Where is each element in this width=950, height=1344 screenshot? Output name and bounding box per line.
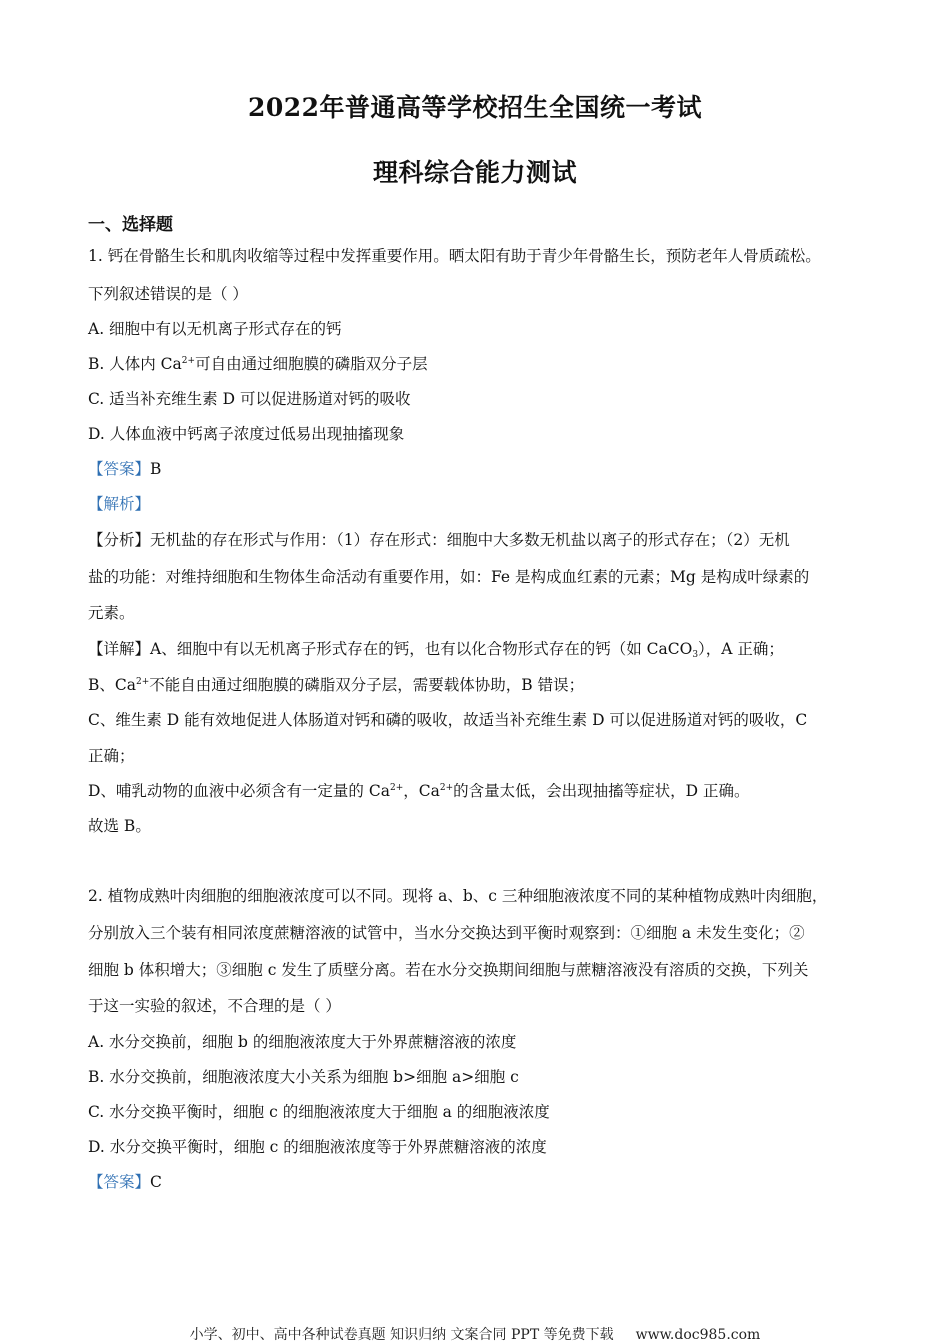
q2-option-b: B. 水分交换前，细胞液浓度大小关系为细胞 b>细胞 a>细胞 c <box>88 1068 519 1086</box>
q1-answer <box>88 459 161 479</box>
xj-a-subscript: 3 <box>692 650 699 660</box>
footer-text: 小学、初中、高中各种试卷真题 知识归纳 文案合同 PPT 等免费下载 <box>189 1327 614 1343</box>
q1-xiangjie-c2: 正确； <box>88 747 135 765</box>
xj-b-text: B、Ca <box>88 676 136 694</box>
exam-title: 2022年普通高等学校招生全国统一考试 <box>247 93 703 122</box>
q2-option-d: D. 水分交换平衡时，细胞 c 的细胞液浓度等于外界蔗糖溶液的浓度 <box>88 1138 547 1156</box>
q2-answer <box>88 1172 162 1192</box>
fenxi-text: 无机盐的存在形式与作用：（1）存在形式：细胞中大多数无机盐以离子的形式存在；（2）无机 <box>150 531 790 549</box>
xiangjie-tag: 【详解】 <box>88 640 151 658</box>
q1-xiangjie-a <box>88 639 784 659</box>
q1-fenxi-line2: 盐的功能：对维持细胞和生物体生命活动有重要作用，如：Fe 是构成血红素的元素；Mg 是构成叶绿素的 <box>88 568 810 586</box>
q1-option-b <box>88 354 428 374</box>
q2-stem-line1: 2. 植物成熟叶肉细胞的细胞液浓度可以不同。现将 a、b、c 三种细胞液浓度不同的某种植物成熟叶肉细胞， <box>88 887 828 905</box>
footer-url[interactable]: www.doc985.com <box>635 1327 761 1343</box>
q2-stem-line4: 于这一实验的叙述，不合理的是（ ） <box>88 997 341 1015</box>
q1-stem-line1: 1. 钙在骨骼生长和肌肉收缩等过程中发挥重要作用。晒太阳有助于青少年骨骼生长，预防老年人骨质疏松。 <box>88 247 821 265</box>
xj-d-superscript-2: 2+ <box>439 783 454 793</box>
xj-d-superscript-1: 2+ <box>389 783 404 793</box>
answer-value: B <box>150 460 162 478</box>
answer-tag: 【答案】 <box>88 1173 151 1191</box>
q1-option-c: C. 适当补充维生素 D 可以促进肠道对钙的吸收 <box>88 390 411 408</box>
xj-a-text: A、细胞中有以无机离子形式存在的钙，也有以化合物形式存在的钙（如 CaCO <box>150 640 693 658</box>
xj-d-text-end: 的含量太低，会出现抽搐等症状，D 正确。 <box>453 782 750 800</box>
page-footer <box>0 1324 950 1344</box>
xj-b-superscript: 2+ <box>136 677 150 687</box>
q2-option-a: A. 水分交换前，细胞 b 的细胞液浓度大于外界蔗糖溶液的浓度 <box>88 1033 517 1051</box>
q1-option-b-text: B. 人体内 Ca <box>88 355 182 373</box>
q1-xiangjie-b <box>88 675 584 695</box>
q1-xiangjie-d <box>88 781 750 801</box>
xj-b-text-end: 不能自由通过细胞膜的磷脂双分子层，需要载体协助，B 错误； <box>149 676 585 694</box>
q1-option-d: D. 人体血液中钙离子浓度过低易出现抽搐现象 <box>88 425 405 443</box>
q2-stem-line3: 细胞 b 体积增大；③细胞 c 发生了质壁分离。若在水分交换期间细胞与蔗糖溶液没有溶质的交换，下列关 <box>88 961 809 979</box>
q1-option-a: A. 细胞中有以无机离子形式存在的钙 <box>88 320 342 338</box>
q2-option-c: C. 水分交换平衡时，细胞 c 的细胞液浓度大于细胞 a 的细胞液浓度 <box>88 1103 550 1121</box>
answer-tag: 【答案】 <box>88 460 151 478</box>
answer-value: C <box>150 1173 162 1191</box>
q1-option-b-text-end: 可自由通过细胞膜的磷脂双分子层 <box>195 355 428 373</box>
section-heading: 一、选择题 <box>88 215 173 235</box>
fenxi-tag: 【分析】 <box>88 531 151 549</box>
xj-a-text-end: ），A 正确； <box>698 640 784 658</box>
analysis-tag: 【解析】 <box>88 495 151 513</box>
xj-d-text-mid: ，Ca <box>403 782 440 800</box>
q1-conclusion: 故选 B。 <box>88 817 151 835</box>
q1-analysis-tag <box>88 494 150 514</box>
q1-stem-line2: 下列叙述错误的是（ ） <box>88 285 248 303</box>
exam-subtitle: 理科综合能力测试 <box>372 158 577 187</box>
q2-stem-line2: 分别放入三个装有相同浓度蔗糖溶液的试管中，当水分交换达到平衡时观察到：①细胞 a 未发生变化；② <box>88 924 805 942</box>
q1-xiangjie-c1: C、维生素 D 能有效地促进人体肠道对钙和磷的吸收，故适当补充维生素 D 可以促进肠道对钙的吸收，C <box>88 711 808 729</box>
q1-fenxi-line3: 元素。 <box>88 604 135 622</box>
xj-d-text: D、哺乳动物的血液中必须含有一定量的 Ca <box>88 782 390 800</box>
q1-option-b-superscript: 2+ <box>181 356 196 366</box>
q1-fenxi-line1 <box>88 530 790 550</box>
